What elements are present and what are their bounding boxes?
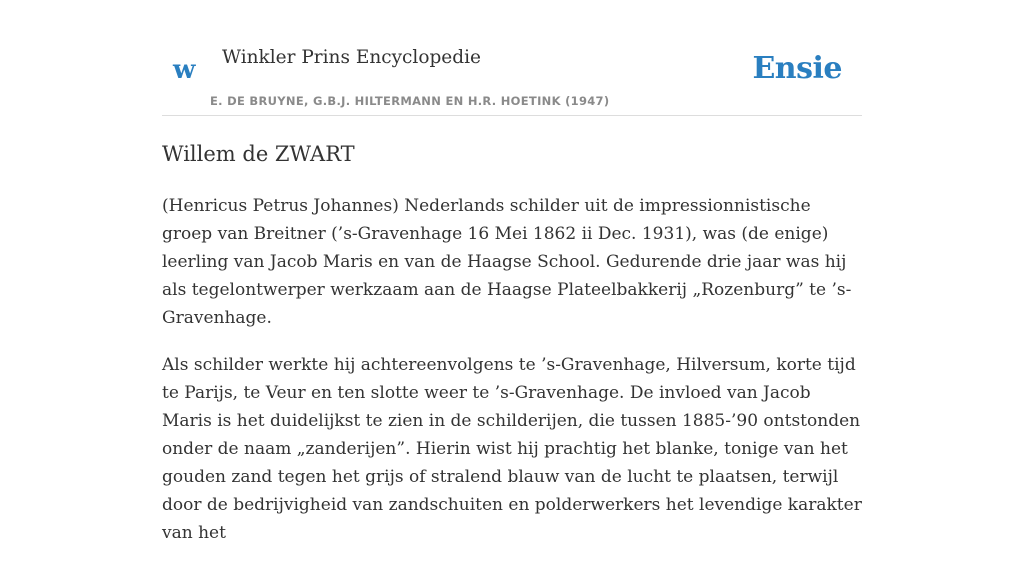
entry-content bbox=[162, 192, 862, 566]
entry-paragraph: (Henricus Petrus Johannes) Nederlands schilder uit de impressionnistische groep van Breitner (’s-Gravenhage 16 Mei 1862 ii Dec. 1931), was (de enige) leerling van Jacob Maris en van de Haagse School. Gedurende drie jaar was hij als tegelontwerper werkzaam aan de Haagse Plateelbakkerij „Rozenburg” te ’s-Gravenhage. bbox=[162, 196, 852, 328]
book-authors: E. DE BRUYNE, G.B.J. HILTERMANN EN H.R. HOETINK (1947) bbox=[210, 94, 610, 108]
header-divider bbox=[162, 115, 862, 116]
encyclopedia-logo-link[interactable]: w bbox=[173, 55, 196, 85]
book-title: Winkler Prins Encyclopedie bbox=[222, 47, 481, 68]
entry-title: Willem de ZWART bbox=[162, 142, 355, 166]
ensie-brand-link[interactable]: Ensie bbox=[752, 51, 842, 86]
entry-paragraph: Als schilder werkte hij achtereenvolgens te ’s-Gravenhage, Hilversum, korte tijd te Parijs, te Veur en ten slotte weer te ’s-Gravenhage. De invloed van Jacob Maris is het duidelijkst te zien in de schilderijen, die tussen 1885-’90 ontstonden onder de naam „zanderijen”. Hierin wist hij prachtig het blanke, tonige van het gouden zand tegen het grijs of stralend blauw van de lucht te plaatsen, terwijl door de bedrijvigheid van zandschuiten en polderwerkers het levendige karakter van het bbox=[162, 355, 862, 543]
